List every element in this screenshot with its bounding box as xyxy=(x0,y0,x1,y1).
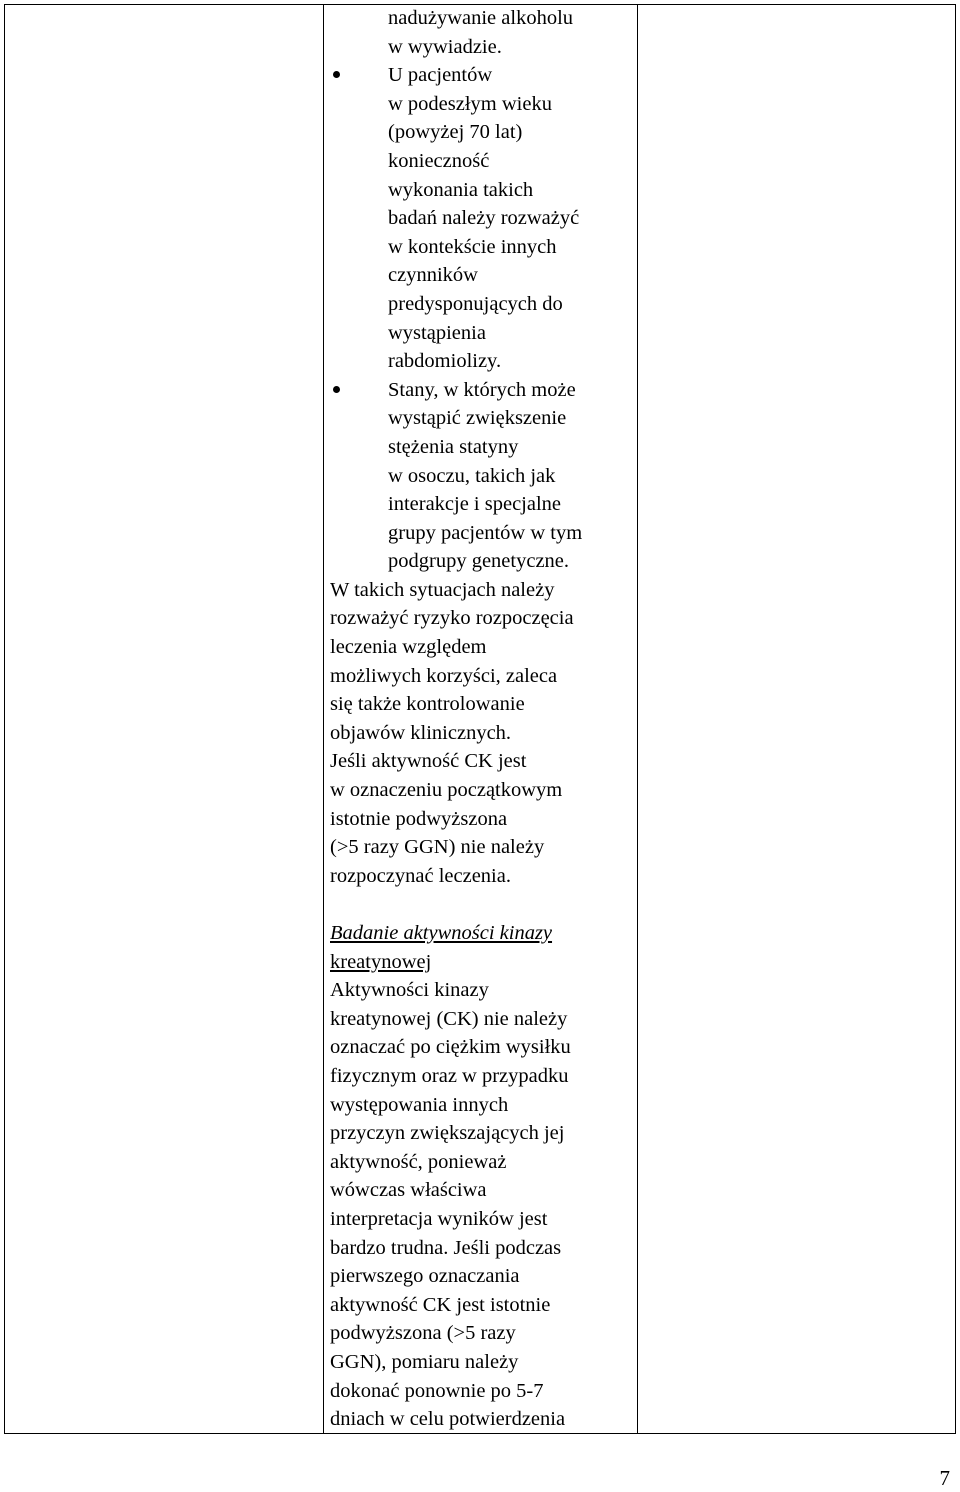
text-line: interakcje i specjalne xyxy=(388,493,562,516)
text-line: aktywność, ponieważ xyxy=(330,1150,507,1173)
blank-line xyxy=(330,890,630,919)
text-line: dokonać ponownie po 5-7 xyxy=(330,1379,544,1402)
text-line: bardzo trudna. Jeśli podczas xyxy=(330,1236,562,1259)
text-line: w kontekście innych xyxy=(388,235,557,258)
text-line: objawów klinicznych. xyxy=(330,721,512,744)
text-line: przyczyn zwiększających jej xyxy=(330,1122,565,1145)
text-line: wystąpienia xyxy=(388,321,486,344)
text-line: (>5 razy GGN) nie należy xyxy=(330,836,545,859)
paragraph-recommendation xyxy=(330,576,630,891)
text-line: GGN), pomiaru należy xyxy=(330,1350,519,1373)
page-number: 7 xyxy=(939,1466,950,1490)
text-line: podwyższona (>5 razy xyxy=(330,1322,516,1345)
text-line: nadużywanie alkoholu xyxy=(388,7,574,29)
text-line: podgrupy genetyczne. xyxy=(388,550,570,573)
text-line: pierwszego oznaczania xyxy=(330,1265,520,1288)
text-line: istotnie podwyższona xyxy=(330,807,508,830)
text-line: rozpoczynać leczenia. xyxy=(330,864,511,887)
text-line: Jeśli aktywność CK jest xyxy=(330,750,527,773)
bullet-icon xyxy=(333,386,340,393)
section-heading: Badanie aktywności kinazy xyxy=(330,922,553,944)
text-line: predysponujących do xyxy=(388,292,563,315)
text-line: Aktywności kinazy xyxy=(330,979,489,1002)
bullet-item-continued xyxy=(330,4,630,61)
text-line: leczenia względem xyxy=(330,636,487,659)
text-line: wystąpić zwiększenie xyxy=(388,407,567,430)
section-heading-continued: kreatynowej xyxy=(330,950,432,973)
text-line: w podeszłym wieku xyxy=(388,92,552,115)
text-line: oznaczać po ciężkim wysiłku xyxy=(330,1036,571,1059)
text-line: występowania innych xyxy=(330,1093,509,1116)
text-line: się także kontrolowanie xyxy=(330,693,525,716)
text-line: dniach w celu potwierdzenia xyxy=(330,1408,566,1431)
text-line: W takich sytuacjach należy xyxy=(330,578,555,601)
column-divider-right xyxy=(637,5,638,1433)
text-line: fizycznym oraz w przypadku xyxy=(330,1064,569,1087)
text-line: w osoczu, takich jak xyxy=(388,464,556,487)
text-line: czynników xyxy=(388,264,478,287)
text-line: możliwych korzyści, zaleca xyxy=(330,664,558,687)
text-line: aktywność CK jest istotnie xyxy=(330,1293,551,1316)
paragraph-ck-measurement xyxy=(330,976,630,1434)
text-line: kreatynowej (CK) nie należy xyxy=(330,1007,568,1030)
text-line: Stany, w których może xyxy=(388,378,576,401)
text-line: interpretacja wyników jest xyxy=(330,1207,548,1230)
text-line: U pacjentów xyxy=(388,64,493,87)
text-line: rabdomiolizy. xyxy=(388,350,502,373)
text-line: rozważyć ryzyko rozpoczęcia xyxy=(330,607,574,630)
text-line: grupy pacjentów w tym xyxy=(388,521,583,544)
text-line: w oznaczeniu początkowym xyxy=(330,779,563,802)
text-line: wówczas właściwa xyxy=(330,1179,487,1202)
text-line: w wywiadzie. xyxy=(388,35,502,58)
bullet-item-elderly xyxy=(330,61,630,376)
text-line: badań należy rozważyć xyxy=(388,207,580,230)
text-line: stężenia statyny xyxy=(388,435,519,458)
text-line: (powyżej 70 lat) xyxy=(388,121,523,144)
bullet-item-states xyxy=(330,376,630,576)
middle-column-cell xyxy=(330,4,630,1434)
column-divider-left xyxy=(323,5,324,1433)
text-line: konieczność xyxy=(388,149,490,172)
text-line: wykonania takich xyxy=(388,178,534,201)
